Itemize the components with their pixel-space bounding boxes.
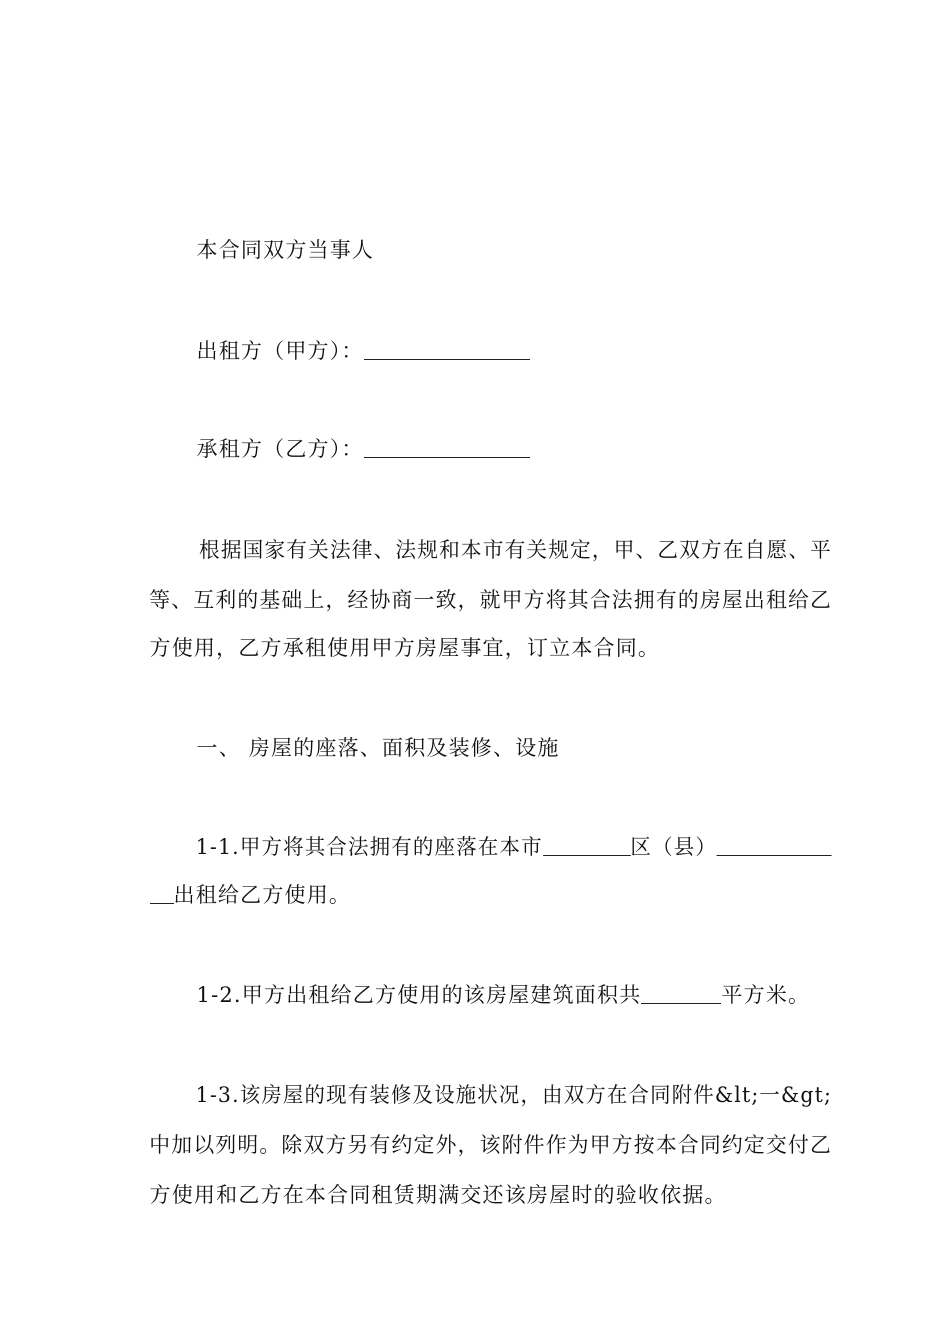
clause-1-2-line — [165, 950, 832, 1040]
clause-1-2-part-a: 1-2.甲方出租给乙方使用的该房屋建筑面积共 — [196, 983, 642, 1007]
clause-1-1-part-b: 区（县） — [630, 835, 717, 859]
preamble-text-1: 根据国家有关法律、法规和本市有关规定，甲、乙双方在自愿、平 — [198, 538, 832, 562]
lessee-label: 承租方（乙方）： — [196, 437, 364, 461]
lessee-blank — [364, 437, 530, 458]
lessor-line — [165, 306, 832, 396]
section-1-title — [165, 703, 832, 793]
parties-heading — [165, 205, 832, 295]
section-1-title-text: 一、 房屋的座落、面积及装修、设施 — [196, 736, 560, 760]
clause-1-1-line-2 — [118, 850, 832, 940]
lessee-line — [165, 404, 832, 494]
preamble-text-3: 方使用，乙方承租使用甲方房屋事宜，订立本合同。 — [149, 636, 661, 660]
preamble-line-3 — [118, 603, 832, 693]
parties-heading-text: 本合同双方当事人 — [196, 238, 375, 262]
clause-1-2-part-b: 平方米。 — [721, 983, 811, 1007]
preamble-text-2: 等、互利的基础上，经协商一致，就甲方将其合法拥有的房屋出租给乙 — [149, 588, 833, 612]
clause-1-3-text-2: 中加以列明。除双方另有约定外，该附件作为甲方按本合同约定交付乙 — [149, 1133, 833, 1157]
address-blank-continued — [150, 883, 174, 904]
clause-1-1-part-a: 1-1.甲方将其合法拥有的座落在本市 — [195, 835, 543, 859]
clause-1-1-part-c: 出租给乙方使用。 — [173, 883, 352, 907]
clause-1-3-text-1: 1-3.该房屋的现有装修及设施状况，由双方在合同附件&lt;一&gt; — [195, 1083, 833, 1107]
clause-1-3-line-3 — [118, 1150, 832, 1240]
lessor-blank — [364, 339, 530, 360]
lessor-label: 出租方（甲方）： — [196, 339, 364, 363]
clause-1-3-text-3: 方使用和乙方在本合同租赁期满交还该房屋时的验收依据。 — [149, 1183, 727, 1207]
area-blank — [641, 983, 721, 1004]
